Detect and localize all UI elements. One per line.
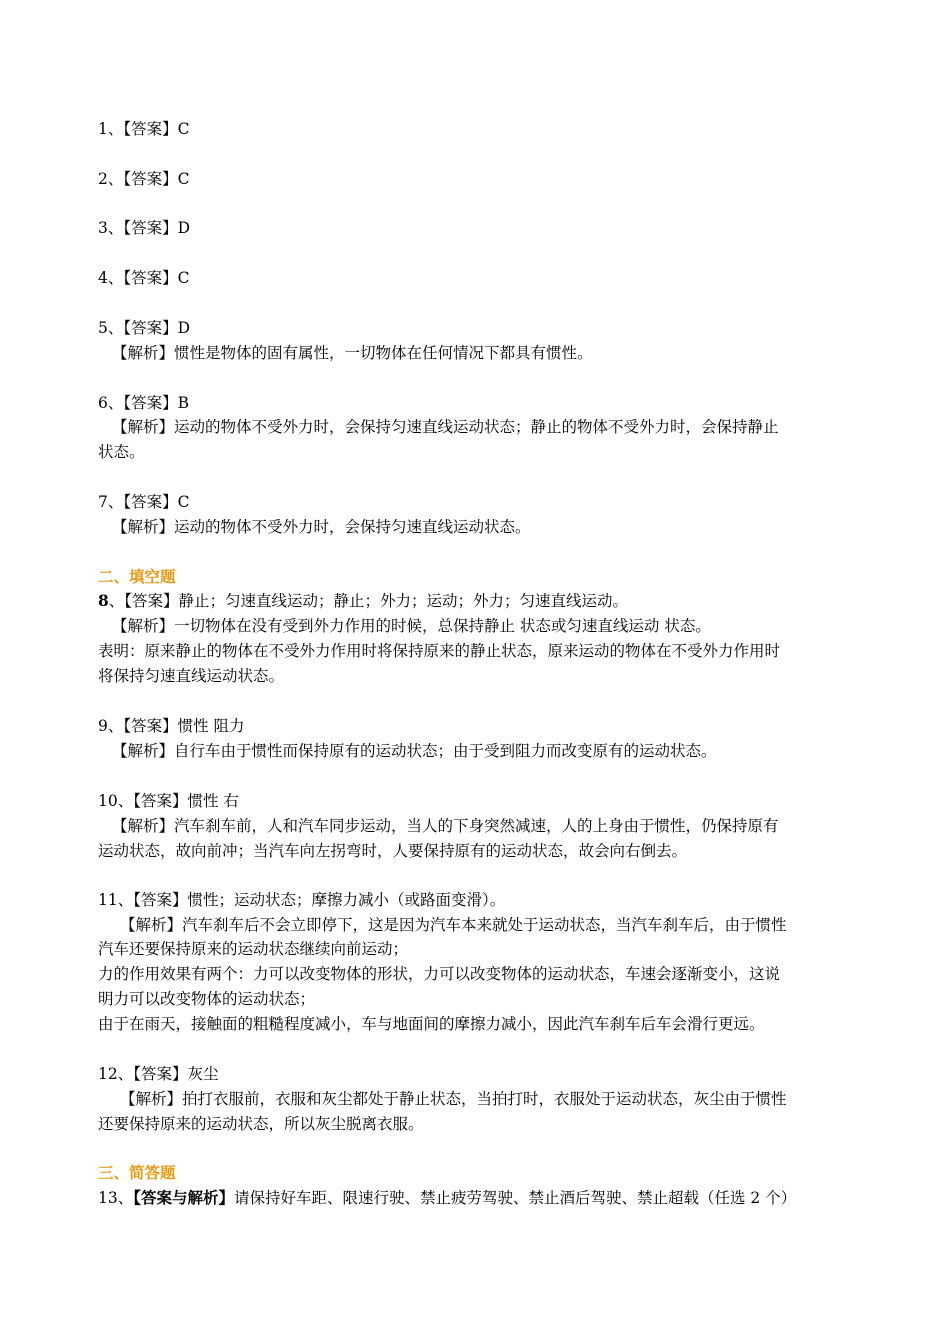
q13-answer-text: 请保持好车距、限速行驶、禁止疲劳驾驶、禁止酒后驾驶、禁止超载（任选 2 个） <box>234 1189 797 1207</box>
answer-q13 <box>98 1186 796 1210</box>
answer-q9: 9、【答案】惯性 阻力 <box>98 717 245 735</box>
answer-q11: 11、【答案】惯性；运动状态；摩擦力减小（或路面变滑）。 <box>98 891 506 909</box>
q8-number: 8 <box>98 591 109 610</box>
answer-q12: 12、【答案】灰尘 <box>98 1065 219 1083</box>
explanation-q10-line1: 【解析】汽车刹车前，人和汽车同步运动，当人的下身突然减速，人的上身由于惯性，仍保持原有 <box>112 817 779 835</box>
section-heading-short-answer: 三、简答题 <box>98 1163 176 1182</box>
answer-q4: 4、【答案】C <box>98 269 190 287</box>
explanation-q12-line1: 【解析】拍打衣服前，衣服和灰尘都处于静止状态，当拍打时，衣服处于运动状态，灰尘由于惯性 <box>120 1090 787 1108</box>
explanation-q6-line1: 【解析】运动的物体不受外力时，会保持匀速直线运动状态；静止的物体不受外力时，会保持静止 <box>112 418 779 436</box>
answer-q7: 7、【答案】C <box>98 493 190 511</box>
explanation-q11-line3: 力的作用效果有两个：力可以改变物体的形状，力可以改变物体的运动状态，车速会逐渐变小，这说 <box>98 965 781 983</box>
explanation-q11-line1: 【解析】汽车刹车后不会立即停下，这是因为汽车本来就处于运动状态，当汽车刹车后，由于惯性 <box>120 916 787 934</box>
explanation-q7: 【解析】运动的物体不受外力时，会保持匀速直线运动状态。 <box>112 518 531 536</box>
explanation-q8: 【解析】一切物体在没有受到外力作用的时候，总保持静止 状态或匀速直线运动 状态。 <box>112 617 711 635</box>
note-q8-line2: 将保持匀速直线运动状态。 <box>98 667 285 685</box>
q13-label: 【答案与解析】 <box>133 1188 234 1207</box>
answer-q8 <box>98 589 628 613</box>
q8-answer-text: 、【答案】静止；匀速直线运动；静止；外力；运动；外力；匀速直线运动。 <box>108 592 629 610</box>
explanation-q12-line2: 还要保持原来的运动状态，所以灰尘脱离衣服。 <box>98 1115 424 1133</box>
explanation-q11-line4: 明力可以改变物体的运动状态； <box>98 990 316 1008</box>
section-heading-fill-in: 二、填空题 <box>98 567 176 586</box>
q13-number: 13、 <box>98 1189 134 1207</box>
answer-q10: 10、【答案】惯性 右 <box>98 792 239 810</box>
explanation-q5: 【解析】惯性是物体的固有属性，一切物体在任何情况下都具有惯性。 <box>112 344 593 362</box>
explanation-q11-line2: 汽车还要保持原来的运动状态继续向前运动； <box>98 940 409 958</box>
explanation-q11-line5: 由于在雨天，接触面的粗糙程度减小，车与地面间的摩擦力减小，因此汽车刹车后车会滑行更远。 <box>98 1015 765 1033</box>
answer-q5: 5、【答案】D <box>98 319 191 337</box>
explanation-q9: 【解析】自行车由于惯性而保持原有的运动状态；由于受到阻力而改变原有的运动状态。 <box>112 742 717 760</box>
explanation-q6-line2: 状态。 <box>98 443 145 461</box>
answer-q6: 6、【答案】B <box>98 394 190 412</box>
answer-q1: 1、【答案】C <box>98 120 190 138</box>
explanation-q10-line2: 运动状态，故向前冲；当汽车向左拐弯时，人要保持原有的运动状态，故会向右倒去。 <box>98 842 688 860</box>
note-q8-line1: 表明：原来静止的物体在不受外力作用时将保持原来的静止状态，原来运动的物体在不受外力作用时 <box>98 642 781 660</box>
answer-q2: 2、【答案】C <box>98 170 190 188</box>
answer-q3: 3、【答案】D <box>98 219 191 237</box>
